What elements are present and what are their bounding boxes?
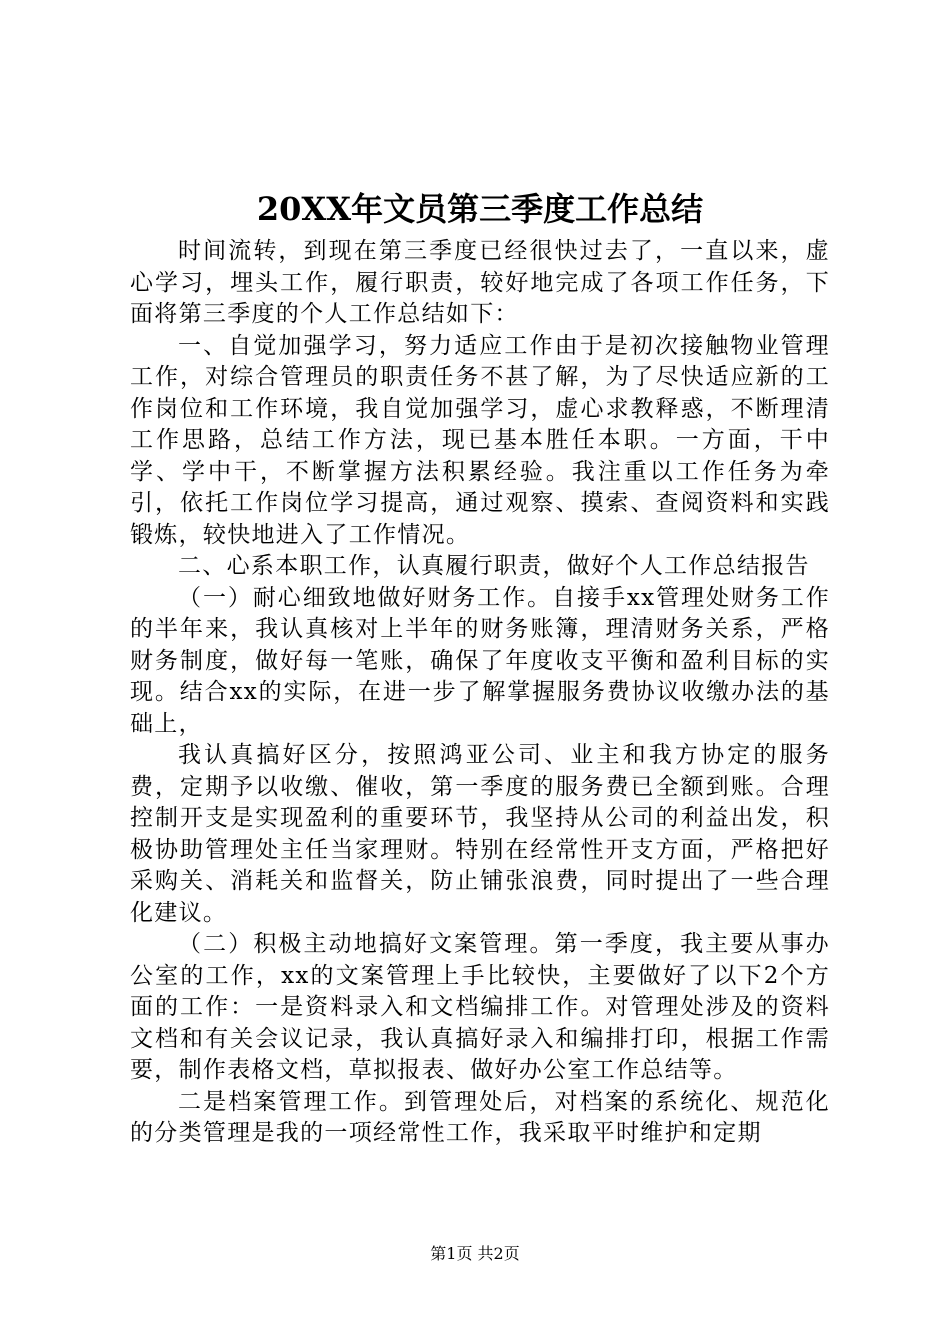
page-number-footer: 第1页 共2页	[430, 1244, 520, 1263]
paragraph-archive-management: 二是档案管理工作。到管理处后，对档案的系统化、规范化的分类管理是我的一项经常性工作，我采取平时维护和定期	[130, 1088, 830, 1146]
paragraph-section-2-heading: 二、心系本职工作，认真履行职责，做好个人工作总结报告	[178, 553, 810, 579]
paragraph-intro: 时间流转，到现在第三季度已经很快过去了，一直以来，虚心学习，埋头工作，履行职责，较好地完成了各项工作任务，下面将第三季度的个人工作总结如下：	[130, 238, 830, 327]
paragraph-section-1: 一、自觉加强学习，努力适应工作由于是初次接触物业管理工作，对综合管理员的职责任务不甚了解，为了尽快适应新的工作岗位和工作环境，我自觉加强学习，虚心求教释惑，不断理清工作思路，总结工作方法，现已基本胜任本职。一方面，干中学、学中干，不断掌握方法积累经验。我注重以工作任务为牵引，依托工作岗位学习提高，通过观察、摸索、查阅资料和实践锻炼，较快地进入了工作情况。	[130, 332, 830, 548]
paragraph-subsection-1: （一）耐心细致地做好财务工作。自接手xx管理处财务工作的半年来，我认真核对上半年的财务账簿，理清财务关系，严格财务制度，做好每一笔账，确保了年度收支平衡和盈利目标的实现。结合xx的实际，在进一步了解掌握服务费协议收缴办法的基础上，	[130, 584, 830, 737]
paragraph-subsection-2: （二）积极主动地搞好文案管理。第一季度，我主要从事办公室的工作，xx的文案管理上手比较快，主要做好了以下2个方面的工作：一是资料录入和文档编排工作。对管理处涉及的资料文档和有关会议记录，我认真搞好录入和编排打印，根据工作需要，制作表格文档，草拟报表、做好办公室工作总结等。	[130, 931, 830, 1083]
document-title: 20XX年文员第三季度工作总结	[256, 190, 704, 228]
document-body	[130, 236, 830, 1150]
paragraph-subsection-1-continued: 我认真搞好区分，按照鸿亚公司、业主和我方协定的服务费，定期予以收缴、催收，第一季度的服务费已全额到账。合理控制开支是实现盈利的重要环节，我坚持从公司的利益出发，积极协助管理处主任当家理财。特别在经常性开支方面，严格把好采购关、消耗关和监督关，防止铺张浪费，同时提出了一些合理化建议。	[130, 742, 830, 926]
